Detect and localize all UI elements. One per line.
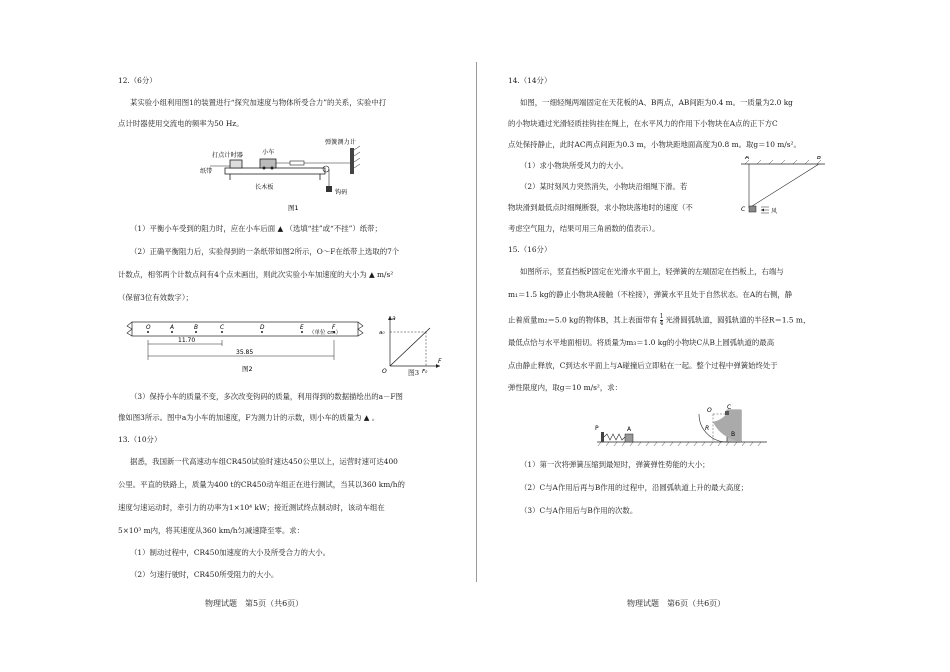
frac-num: 1 [659, 313, 664, 320]
label-tape: 纸带 [200, 168, 213, 175]
figure-1-apparatus [200, 136, 400, 216]
label-b: B [731, 431, 736, 438]
q12-intro-line2: 点计时器使用交流电的频率为50 Hz。 [118, 119, 244, 128]
tape-dot-E [301, 331, 303, 333]
wind-arrow-icon [761, 209, 764, 212]
tape-dot-C [221, 331, 223, 333]
q15-line3-part2: 光滑圆弧轨道，圆弧轨道的半径R＝1.5 m， [665, 315, 811, 325]
q13-header: 13.（10分） [118, 435, 162, 444]
q12-item2-line1: （2）正确平衡阻力后，实验得到的一条纸带如图2所示，O～F在纸带上选取的7个 [130, 247, 400, 256]
q12-item3-line2: 像如图3所示。图中a为小车的加速度，F为测力计的示数，则小车的质量为 ▲ 。 [118, 413, 380, 422]
block-icon [749, 206, 756, 212]
tape-label-C: C [220, 325, 225, 331]
q15-line3a [508, 314, 810, 327]
q14-item2-line3: 考虑空气阻力，结果可用三角函数的值表示）。 [508, 224, 660, 233]
dist-of: 35.85 [236, 349, 254, 356]
q14-item2-line2: 物块滑到最低点时细绳断裂，求小物块落地时的速度（不 [508, 203, 693, 212]
q15-line2: m₁＝1.5 kg的静止小物块A接触（不栓接），弹簧水平且处于自然状态。在A的右侧，静 [508, 290, 793, 299]
q13-item1: （1）制动过程中，CR450加速度的大小及所受合力的大小。 [130, 548, 331, 557]
tape-label-D: D [260, 325, 265, 331]
tape-label-E: E [300, 325, 304, 331]
q12-item2-line2: 计数点，相邻两个计数点间有4个点未画出，则此次实验小车加速度的大小为 ▲ m/s² [118, 270, 394, 279]
fig3-y-axis: a [392, 315, 396, 322]
right-footer: 物理试题 第6页（共6页） [627, 599, 726, 608]
q15-figure [595, 402, 775, 450]
timer-icon [230, 160, 242, 168]
q12-item3-line1: （3）保持小车的质量不变，多次改变钩码的质量，利用得到的数据描绘出的a－F图 [130, 392, 403, 401]
tape-label-F: F [332, 325, 336, 331]
fig3-caption: 图3 [408, 369, 420, 377]
fig3-f0: F₀ [422, 369, 428, 375]
label-weight: 钩码 [335, 189, 348, 196]
label-c: C [727, 404, 732, 411]
point-c: C [741, 206, 746, 213]
q13-item2: （2）匀速行驶时，CR450所受阻力的大小。 [130, 570, 279, 579]
wall-icon [350, 148, 354, 174]
q15-line6: 弹性限度内，取g＝10 m/s²，求： [508, 383, 623, 392]
q13-line2: 公里。平直的铁路上，质量为400 t的CR450动车组正在进行测试，当其以360 km/h的 [118, 480, 405, 489]
tape-dot-D [261, 331, 263, 333]
fig3-x-axis: F [438, 358, 442, 365]
tape-label-B: B [194, 325, 198, 331]
label-o: O [707, 407, 712, 414]
fig3-origin: O [382, 368, 387, 375]
q15-item1: （1）第一次将弹簧压缩到最短时，弹簧弹性势能的大小； [520, 460, 710, 469]
q14-line3: 点处保持静止，此时AC两点间距为0.3 m，小物块距地面高度为0.8 m。取g＝10 m/s²。 [508, 140, 801, 149]
wind-label: 风 [771, 208, 778, 215]
q14-line1: 如图，一细轻绳两端固定在天花板的A、B两点，AB间距为0.4 m。一质量为2.0 kg [520, 98, 793, 107]
q12-header: 12.（6分） [118, 76, 157, 85]
figure-2-tape [126, 314, 366, 376]
tape-label-A: A [170, 325, 174, 331]
q12-intro-line1: 某实验小组利用图1的装置进行“探究加速度与物体所受合力”的关系，实验中打 [130, 98, 387, 107]
q15-item2: （2）C与A作用后再与B作用的过程中，沿圆弧轨道上升的最大高度； [520, 483, 749, 492]
long-board [225, 168, 325, 174]
fig1-caption: 图1 [288, 204, 299, 212]
block-a [625, 434, 633, 442]
q15-header: 15.（16分） [508, 245, 552, 254]
rope-bc [749, 164, 819, 208]
q13-line4: 5×10³ m内，将其速度从360 km/h匀减速降至零。求： [118, 526, 305, 535]
q13-line1: 据悉，我国新一代高速动车组CR450试验时速达450公里以上，运营时速可达400 [130, 457, 398, 466]
q14-item1: （1）求小物块所受风力的大小。 [520, 161, 629, 170]
spring-icon [604, 434, 625, 440]
label-timer: 打点计时器 [212, 152, 243, 159]
label-spring: 弹簧测力计 [325, 139, 356, 146]
block-c [725, 411, 729, 415]
q15-line4: 最低点恰与水平地面相切。将质量为m₃＝1.0 kg的小物块C从B上圆弧轨道的最高 [508, 338, 775, 347]
left-footer: 物理试题 第5页（共6页） [205, 599, 304, 608]
right-page [475, 0, 950, 672]
q13-line3: 速度匀速运动时，牵引力的功率为1×10⁴ kW；接近测试终点制动时，该动车组在 [118, 503, 385, 512]
label-board: 长木板 [255, 184, 274, 191]
weight-icon [326, 186, 332, 192]
label-a: A [627, 426, 632, 433]
tape-unit: （单位 cm） [309, 330, 342, 336]
tape-dot-O [147, 331, 149, 333]
label-cart: 小车 [262, 149, 275, 156]
q14-line2: 的小物块通过光滑轻质挂钩挂在绳上，在水平风力的作用下小物块在A点的正下方C [508, 119, 778, 128]
label-p: P [595, 425, 599, 432]
plate-p [601, 432, 604, 442]
fig2-caption: 图2 [242, 365, 253, 373]
q15-line3-part1: 止着质量m₂＝5.0 kg的物体B，其上表面带有 [508, 315, 658, 325]
q12-item1: （1）平衡小车受到的阻力时，应在小车后面 ▲ （选填“挂”或“不挂”）纸带； [130, 224, 382, 233]
point-a: A [745, 156, 750, 161]
point-b: B [817, 156, 822, 161]
tape-dot-A [171, 331, 173, 333]
graph-line [390, 328, 430, 366]
dist-oc: 11.70 [178, 337, 196, 344]
q14-figure [735, 156, 835, 222]
q15-item3: （3）C与A作用后与B作用的次数。 [520, 506, 638, 515]
frac-den: 4 [659, 320, 664, 327]
fraction-quarter [660, 314, 664, 327]
q15-line1: 如图所示，竖直挡板P固定在光滑水平面上，轻弹簧的左端固定在挡板上，右端与 [520, 267, 784, 276]
tape-label-O: O [146, 325, 151, 331]
cart-icon [260, 159, 276, 168]
q15-line5: 点由静止释放，C到达水平面上与A碰撞后立即粘在一起。整个过程中弹簧始终处于 [508, 361, 778, 370]
fig3-a0: a₀ [379, 330, 385, 336]
tape-dot-B [195, 331, 197, 333]
label-r: R [705, 425, 710, 432]
q14-item2-line1: （2）某时刻风力突然消失，小物块沿细绳下滑。若 [520, 182, 688, 191]
q12-item2-line3: （保留3位有效数字）； [118, 293, 193, 302]
spring-scale-icon [290, 161, 304, 165]
q14-header: 14.（14分） [508, 76, 552, 85]
